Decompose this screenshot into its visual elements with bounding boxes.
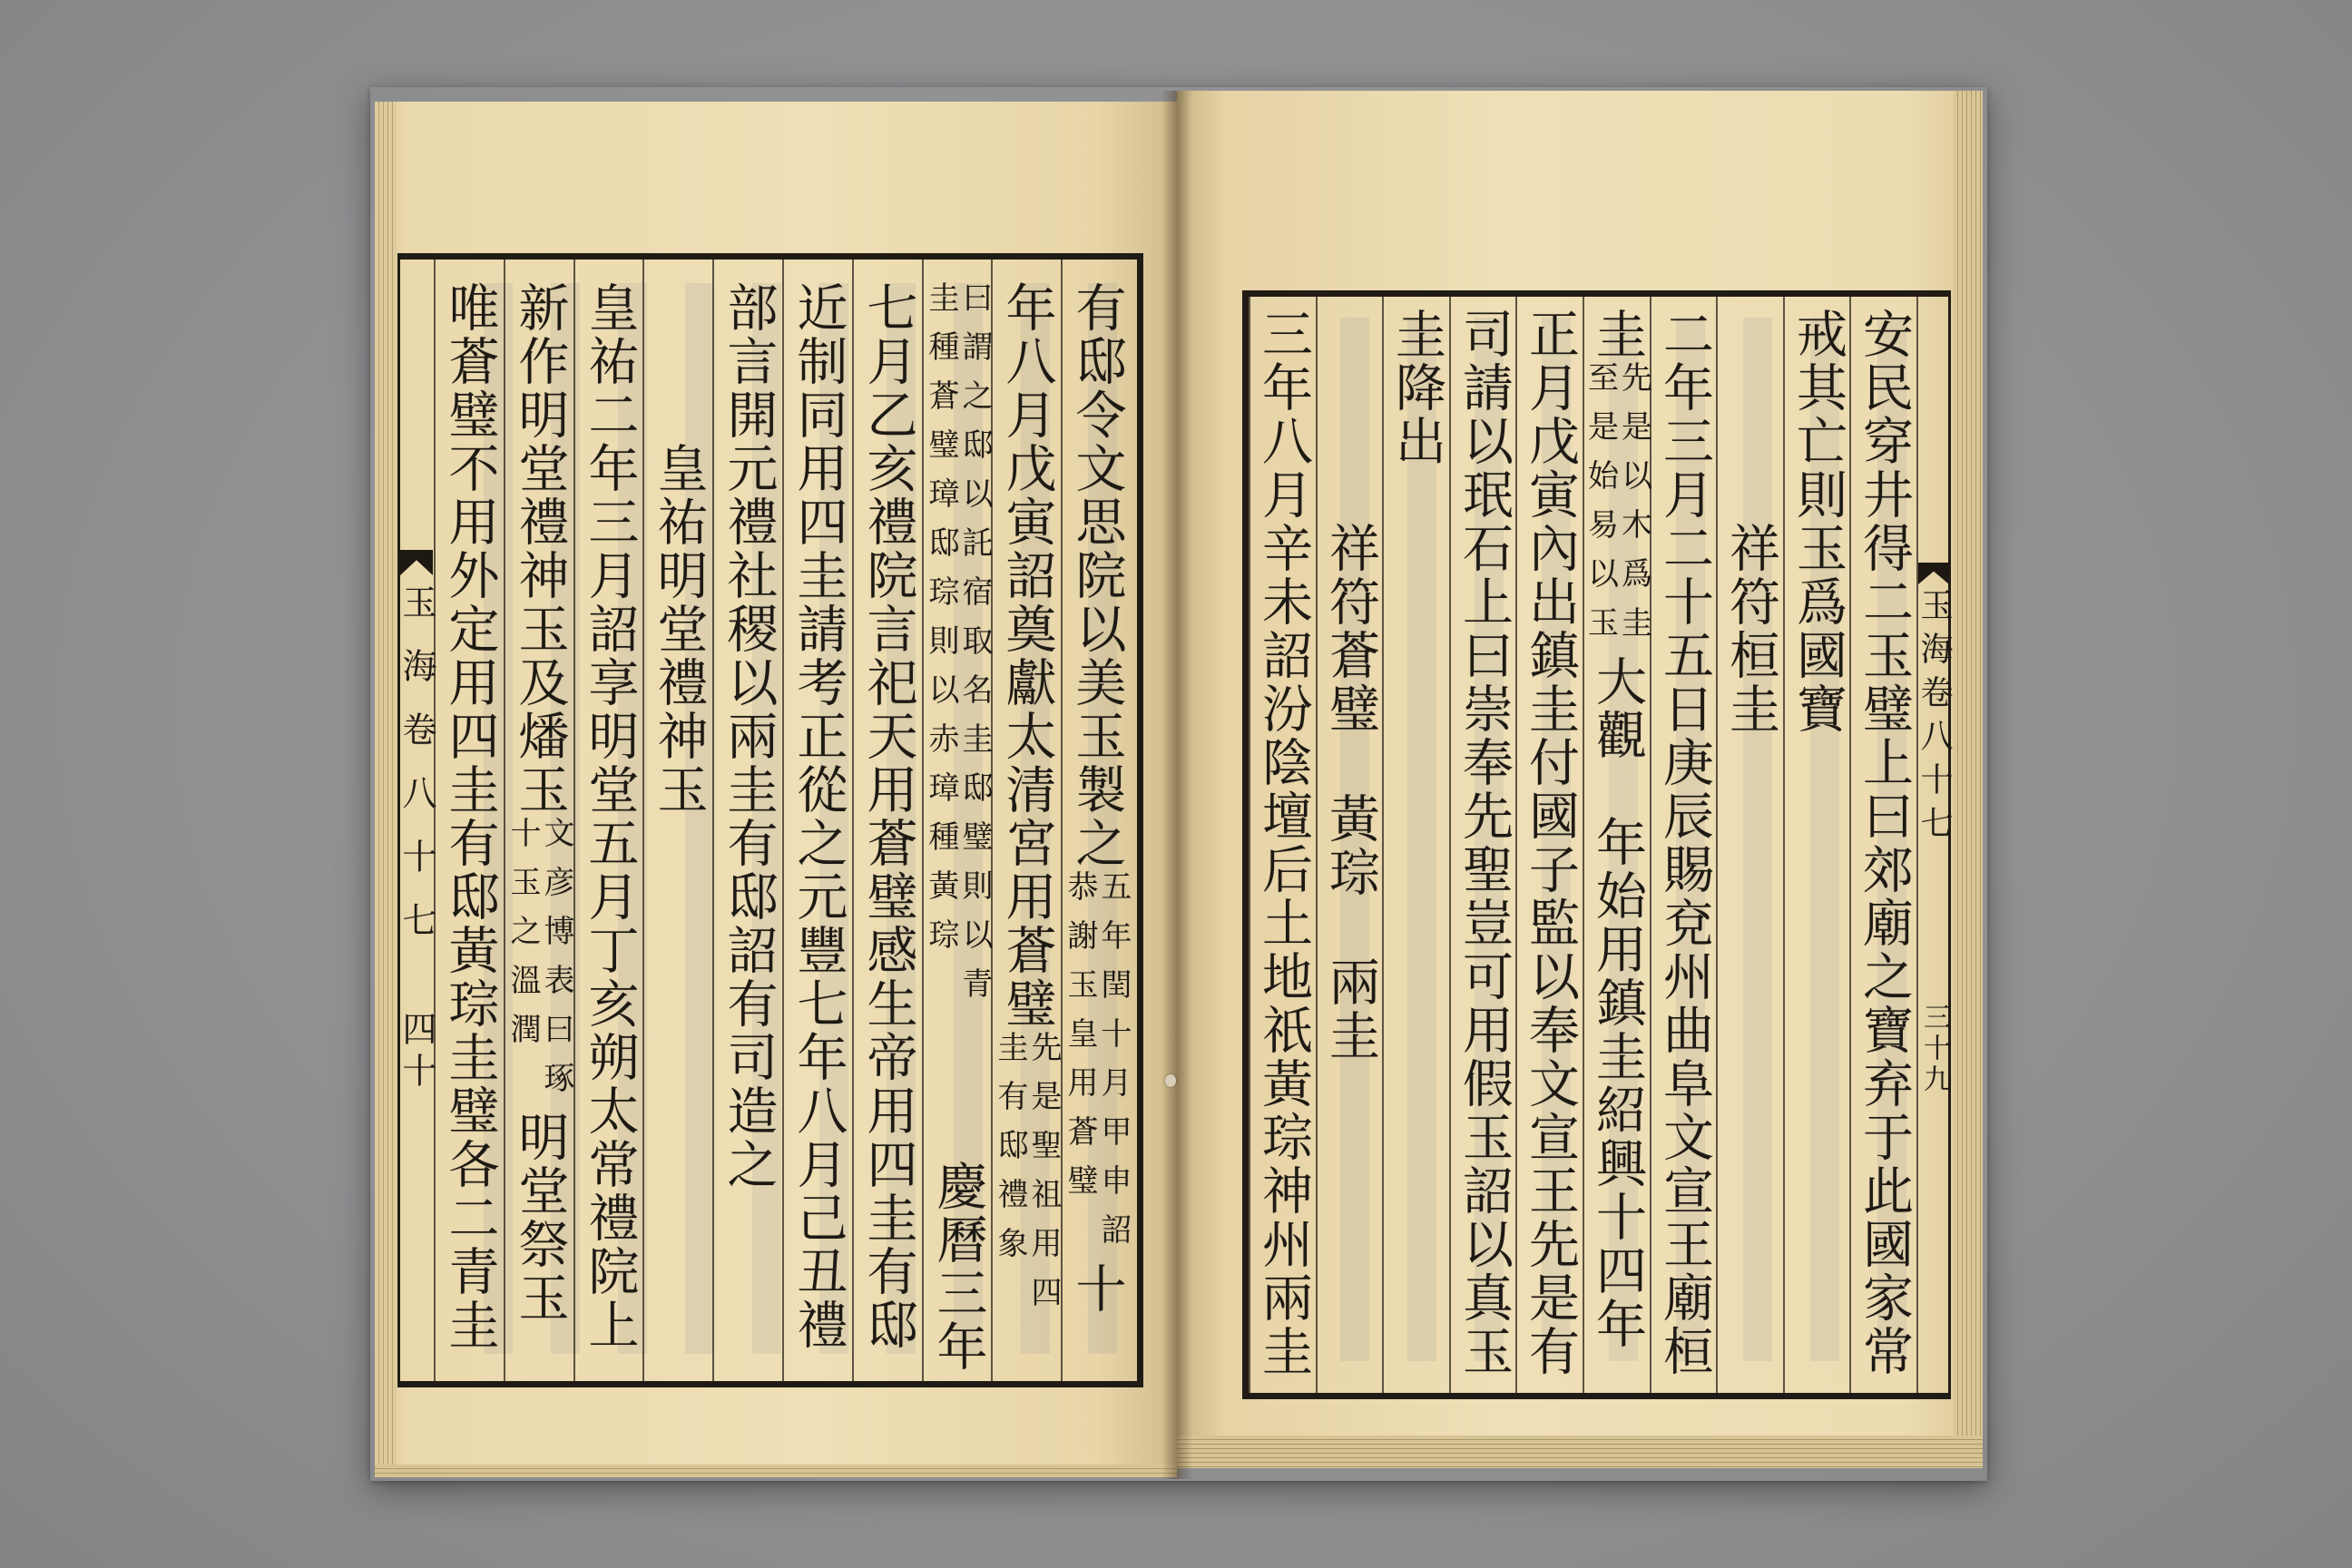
book-spine-shadow	[1161, 91, 1192, 1479]
main-text: 戒其亡則玉爲國寶	[1788, 308, 1847, 736]
left-page-edge-stack	[375, 102, 397, 1477]
annotation-note	[923, 281, 993, 1016]
annotation-line-right: 文彦博表曰琢	[538, 817, 574, 1111]
main-text: 安民穿井得二玉璧上曰郊廟之寶弃于此國家常	[1855, 308, 1914, 1378]
main-text: 年八月戊寅詔奠獻太清宮用蒼璧	[997, 281, 1057, 1031]
text-column-3	[922, 260, 992, 1381]
text-column-7	[1449, 297, 1516, 1393]
right-page	[1177, 91, 1983, 1468]
annotation-line-right: 五年閏十月甲申詔	[1095, 870, 1132, 1262]
margin-folio-number: 四十	[397, 1011, 436, 1094]
text-column-7	[642, 260, 712, 1381]
main-text: 唯蒼璧不用外定用四圭有邸黃琮圭璧各二青圭	[440, 281, 500, 1352]
main-text: 新作明堂禮神玉及燔玉	[510, 281, 570, 817]
annotation-line-right: 先是以木爲圭	[1615, 361, 1652, 655]
main-text: 明堂祭玉	[510, 1111, 570, 1325]
right-page-bottom-edge	[1177, 1436, 1983, 1468]
annotation-note	[1062, 870, 1132, 1262]
text-column-1	[1849, 297, 1916, 1393]
main-text: 部言開元禮社稷以兩圭有邸詔有司造之	[719, 281, 779, 1191]
section-heading: 兩圭	[1321, 956, 1380, 1063]
text-column-10	[434, 260, 504, 1381]
text-column-8	[573, 260, 643, 1381]
text-column-6	[1515, 297, 1583, 1393]
main-text: 正月戊寅內出鎮圭付國子監以奉文宣王先是有	[1521, 308, 1580, 1378]
annotation-line-left: 至是始易以玉	[1582, 361, 1619, 655]
annotation-line-right: 曰謂之邸以託宿取名圭邸璧則以青	[956, 281, 993, 1016]
section-heading: 皇祐明堂禮神玉	[649, 442, 709, 817]
text-column-4	[1650, 297, 1717, 1393]
text-column-10	[1249, 297, 1316, 1393]
section-heading: 黃琮	[1321, 792, 1380, 899]
text-column-2	[1783, 297, 1850, 1393]
margin-book-title: 玉海卷八十七	[397, 584, 436, 965]
text-column-3	[1716, 297, 1783, 1393]
left-page	[375, 102, 1177, 1477]
text-column-4	[852, 260, 922, 1381]
text-column-9	[1316, 297, 1383, 1393]
annotation-line-left: 圭種蒼璧璋邸琮則以赤璋種黃琮	[923, 281, 959, 967]
main-text: 十	[1067, 1262, 1127, 1316]
main-text: 大觀	[1588, 655, 1647, 762]
section-heading: 祥符桓圭	[1721, 522, 1780, 736]
text-column-8	[1382, 297, 1449, 1393]
annotation-note	[992, 1031, 1062, 1325]
annotation-line-left: 恭謝玉皇用蒼璧	[1062, 870, 1098, 1213]
text-column-6	[712, 260, 782, 1381]
margin-book-title: 玉海卷八十七	[1916, 588, 1953, 849]
text-column-1	[1061, 260, 1131, 1381]
main-text: 近制同用四圭請考正從之元豐七年八月己丑禮	[789, 281, 848, 1352]
binding-thread-mark	[1165, 1074, 1176, 1087]
main-text: 二年三月二十五日庚辰賜兗州曲阜文宣王廟桓	[1655, 308, 1714, 1378]
main-text: 七月乙亥禮院言祀天用蒼璧感生帝用四圭有邸	[858, 281, 918, 1352]
main-text: 皇祐二年三月詔享明堂五月丁亥朔太常禮院上	[580, 281, 640, 1352]
right-page-edge-stack	[1954, 91, 1983, 1468]
annotation-line-left: 圭有邸禮象	[992, 1031, 1028, 1276]
annotation-note	[1582, 361, 1652, 655]
main-text: 圭降出	[1387, 308, 1446, 468]
annotation-line-left: 十玉之溫潤	[505, 817, 541, 1062]
main-text: 三年八月辛未詔汾陰壇后土地祇黃琮神州兩圭	[1254, 308, 1313, 1378]
text-column-5	[1583, 297, 1650, 1393]
main-text: 司請以珉石上曰崇奉先聖豈可用假玉詔以真玉	[1455, 308, 1514, 1378]
section-heading: 祥符蒼璧	[1321, 522, 1380, 736]
annotation-note	[507, 817, 572, 1111]
text-column-9	[504, 260, 573, 1381]
left-page-bottom-edge	[375, 1465, 1177, 1477]
main-text: 圭	[1588, 308, 1647, 361]
main-text: 年始用鎮圭紹興十四年	[1588, 816, 1647, 1351]
text-column-5	[782, 260, 852, 1381]
annotation-line-right: 先是聖祖用四	[1025, 1031, 1062, 1325]
margin-folio-number: 三十九	[1918, 1003, 1950, 1095]
main-text: 慶曆三年	[928, 1160, 988, 1374]
text-column-2	[991, 260, 1061, 1381]
main-text: 有邸令文思院以美玉製之	[1067, 281, 1127, 870]
